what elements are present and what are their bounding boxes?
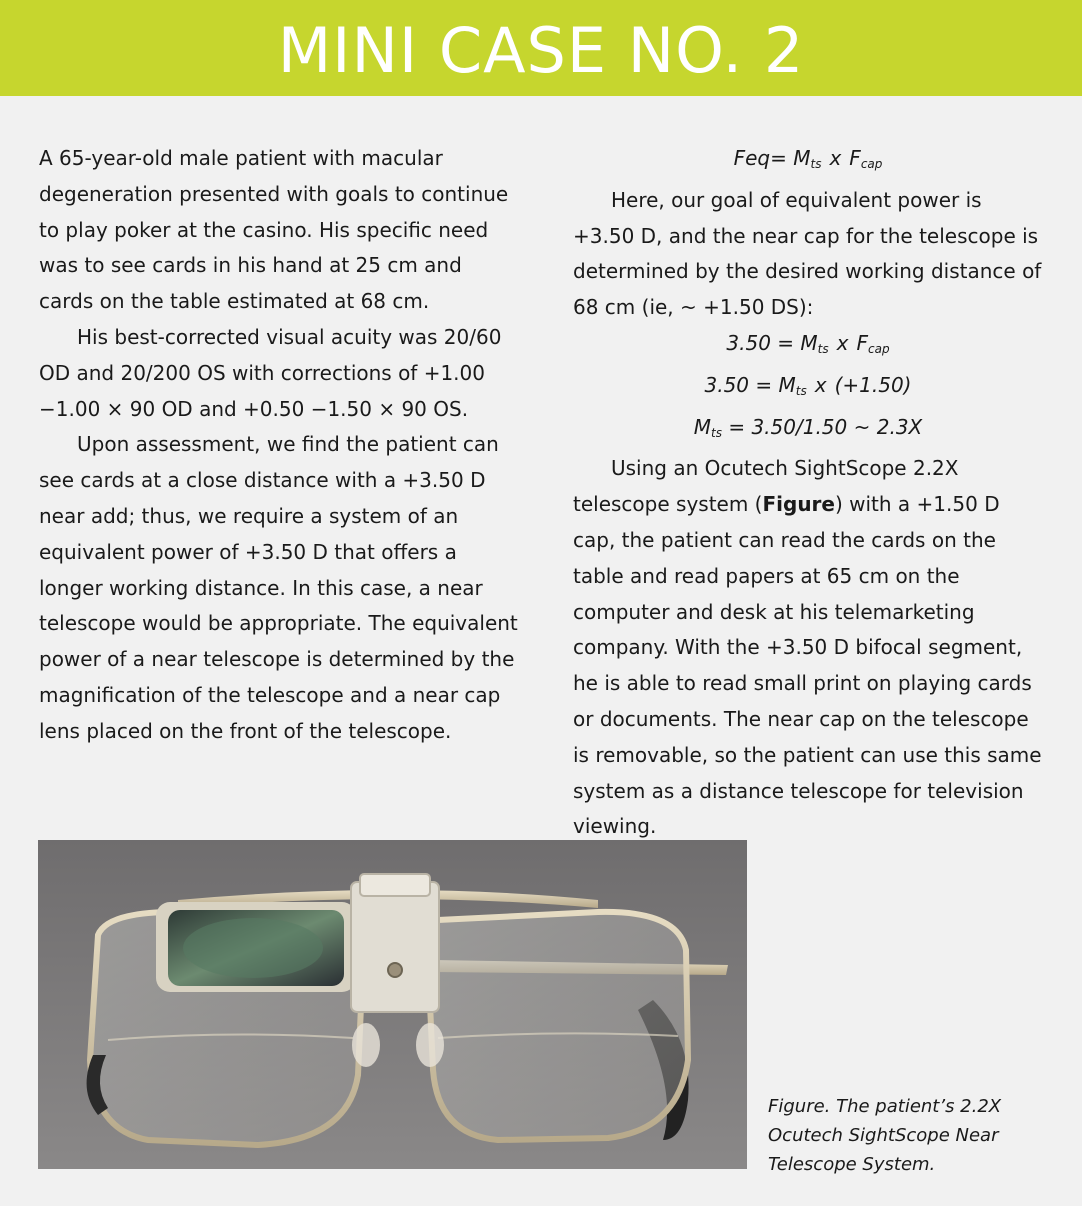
outcome-paragraph — [573, 451, 1043, 845]
formula-text: = 3.50/1.50 ~ 2.3X — [721, 414, 923, 439]
page-title: MINI CASE NO. 2 — [277, 14, 805, 87]
caption-line: Telescope System. — [768, 1154, 936, 1175]
formula-operator: x — [829, 146, 842, 170]
caption-line: Ocutech SightScope Near — [768, 1125, 999, 1146]
figure-caption — [768, 1092, 1048, 1179]
figure-reference: Figure — [762, 492, 835, 517]
formula-subscript: ts — [810, 157, 822, 171]
header-banner — [0, 0, 1082, 96]
formula-cap-value — [573, 368, 1043, 410]
formula-text: F — [849, 146, 861, 170]
formula-subscript: ts — [711, 425, 722, 440]
figure-photo-telescope-glasses — [38, 840, 747, 1169]
right-column — [573, 141, 1043, 845]
formula-text: 3.50 = M — [704, 372, 796, 397]
acuity-paragraph: His best-corrected visual acuity was 20/60 OD and 20/200 OS with corrections of +1.00 −1.00 × 90 OD and +0.50 −1.50 × 90 OS. — [39, 324, 502, 421]
formula-substitution — [573, 326, 1043, 368]
formula-operator: x — [814, 372, 827, 397]
formula-text: (+1.50) — [834, 372, 912, 397]
case-intro-paragraph: A 65-year-old male patient with macular degeneration presented with goals to continue to play poker at the casino. His specific need was to see cards in his hand at 25 cm and cards on the table estimated at 68 cm. — [39, 146, 509, 314]
formula-subscript: cap — [868, 341, 890, 356]
formula-operator: x — [836, 330, 849, 355]
formula-subscript: ts — [795, 383, 807, 398]
formula-subscript: ts — [817, 341, 829, 356]
left-column — [39, 141, 519, 750]
caption-line: Figure. The patient’s 2.2X — [768, 1096, 1002, 1117]
formula-text: M — [693, 414, 712, 439]
outcome-text: Using an Ocutech SightScope 2.2X telescope system ( — [573, 456, 959, 517]
outcome-text: ) with a +1.50 D cap, the patient can read the cards on the table and read papers at 65 cm on the computer and desk at his telemarketing company. With the +3.50 D bifocal segment, he is able to read small print on playing cards or documents. The near cap on the telescope is removable, so the patient can use this same system as a distance telescope for television viewing. — [573, 492, 1042, 839]
formula-magnification-result — [573, 410, 1043, 452]
eyeglasses-telescope-illustration — [38, 840, 747, 1169]
formula-text: F — [856, 330, 868, 355]
goal-paragraph: Here, our goal of equivalent power is +3.50 D, and the near cap for the telescope is determined by the desired working distance of 68 cm (ie, ~ +1.50 DS): — [573, 187, 1042, 320]
formula-text: 3.50 = M — [726, 330, 818, 355]
formula-equivalent-power — [573, 141, 1043, 183]
formula-text: Feq= M — [733, 146, 811, 170]
assessment-paragraph: Upon assessment, we find the patient can see cards at a close distance with a +3.50 D near add; thus, we require a system of an equivalent power of +3.50 D that offers a longer working distance. In this case, a near telescope would be appropriate. The equivalent power of a near telescope is determined by the magnification of the telescope and a near cap lens placed on the front of the telescope. — [39, 432, 518, 743]
formula-subscript: cap — [860, 157, 883, 171]
